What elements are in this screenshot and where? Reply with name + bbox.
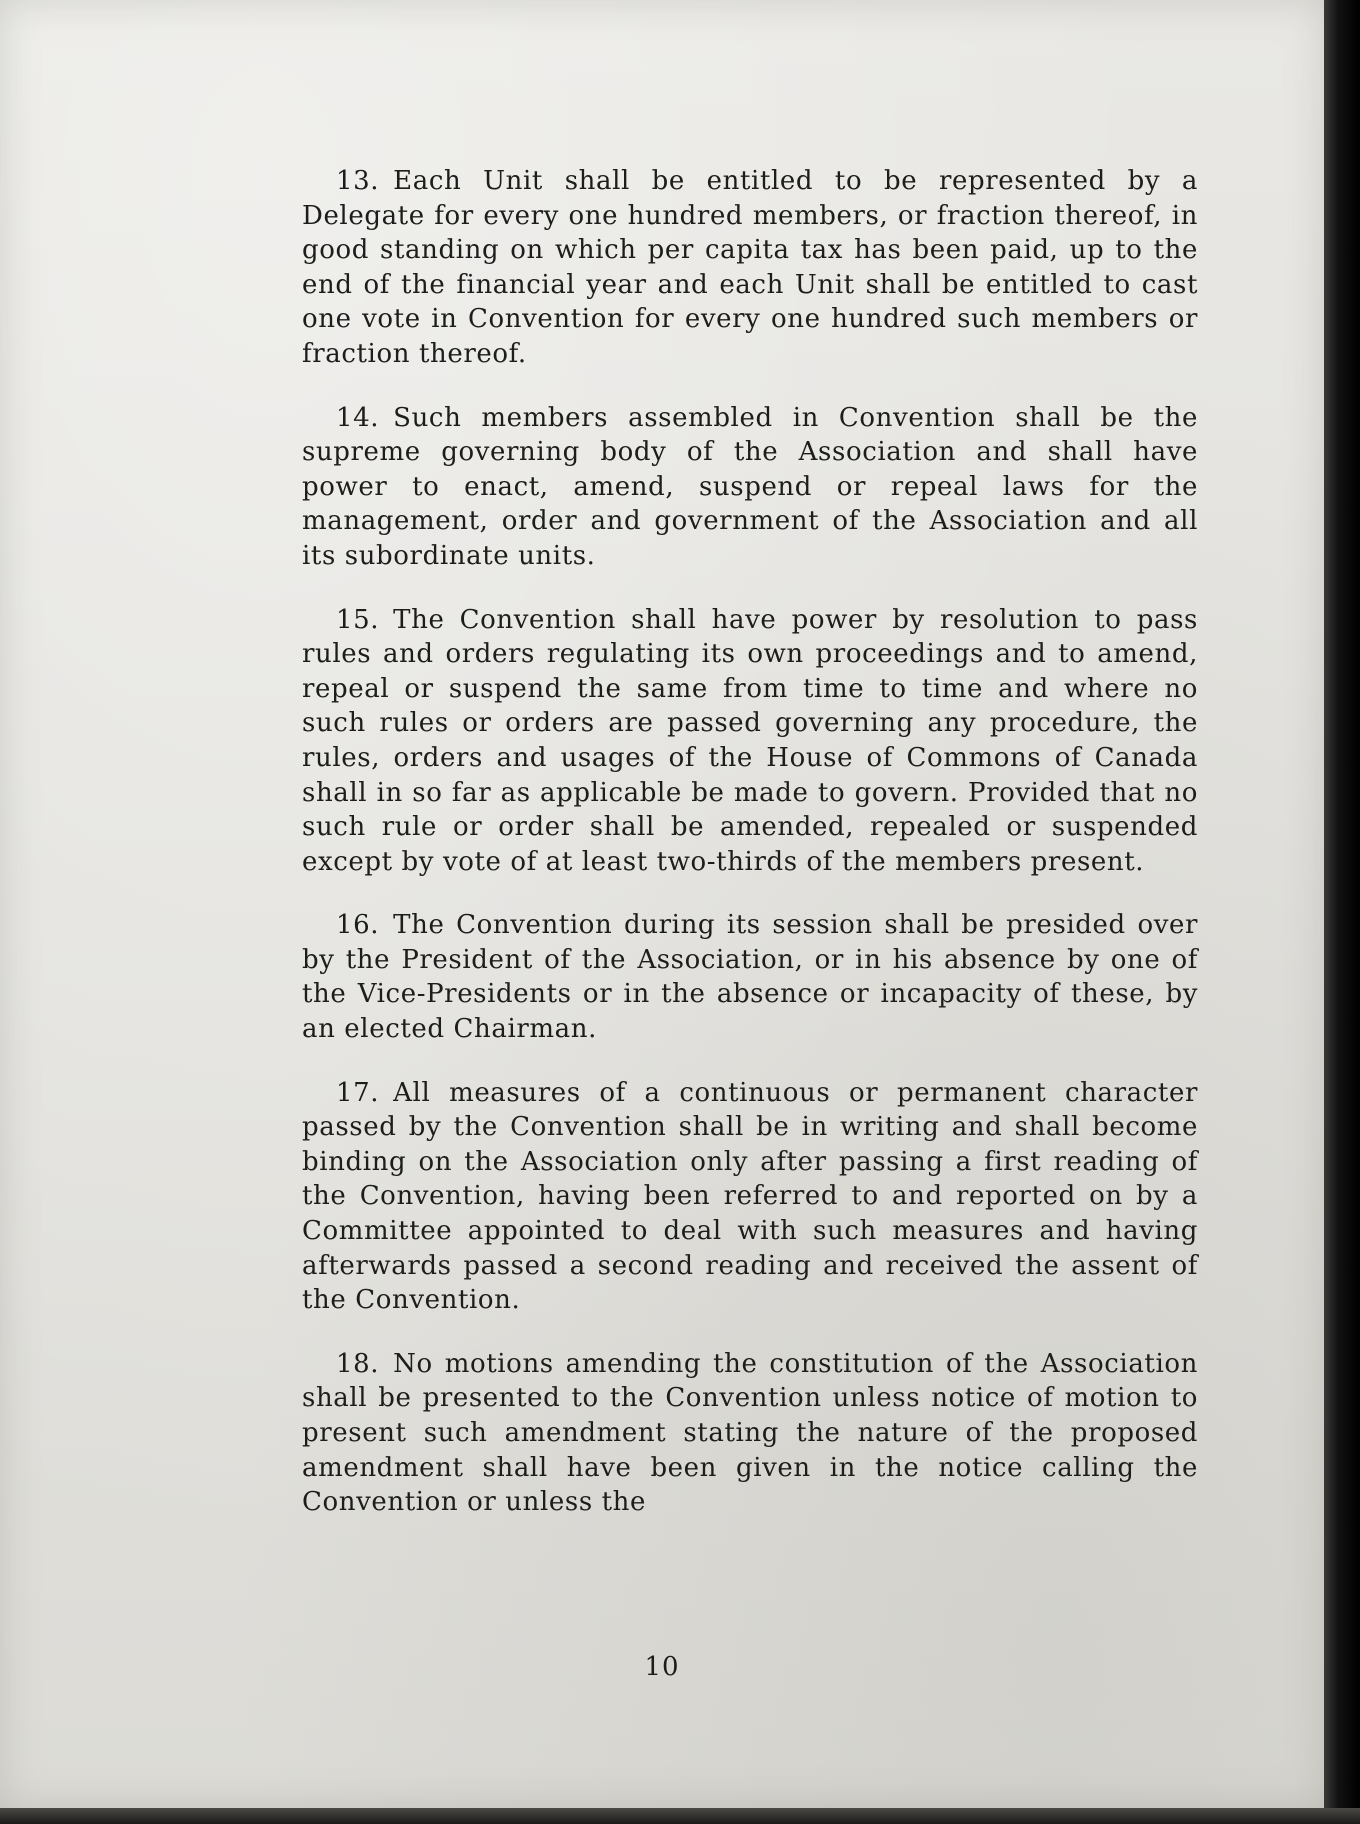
paragraph-text: The Convention during its session shall be presided over by the President of the Association, or in his absence by one of the Vice-Presidents or in the absence or incapacity of these, by an elected Chairman. [302, 910, 1198, 1045]
paragraph-number: 16. [336, 910, 380, 941]
paragraph-text: Such members assembled in Convention shall be the supreme governing body of the Association and shall have power to enact, amend, suspend or repeal laws for the management, order and government of the Association and all its subordinate units. [302, 402, 1198, 571]
body-text [302, 164, 1198, 1520]
paragraph-number: 15. [336, 604, 380, 635]
paragraph-text: Each Unit shall be entitled to be represented by a Delegate for every one hundred members, or fraction thereof, in good standing on which per capita tax has been paid, up to the end of the financial year and each Unit shall be entitled to cast one vote in Convention for every one hundred such members or fraction thereof. [302, 166, 1198, 369]
paragraph-text: All measures of a continuous or permanent character passed by the Convention shall be in writing and shall become binding on the Association only after passing a first reading of the Convention, having been referred to and reported on by a Committee appointed to deal with such measures and having afterwards passed a second reading and received the assent of the Convention. [302, 1077, 1198, 1316]
page-number: 10 [644, 1652, 680, 1682]
paragraph-text: The Convention shall have power by resolution to pass rules and orders regulating its own proceedings and to amend, repeal or suspend the same from time to time and where no such rules or orders are passed governing any procedure, the rules, orders and usages of the House of Commons of Canada shall in so far as applicable be made to govern. Provided that no such rule or order shall be amended, repealed or suspended except by vote of at least two-thirds of the members present. [302, 604, 1198, 877]
paragraph-number: 13. [336, 166, 380, 196]
paragraph-number: 14. [336, 402, 380, 433]
scan-edge-bottom [0, 1808, 1360, 1824]
paragraph-14 [302, 401, 1198, 574]
paragraph-16 [302, 908, 1198, 1046]
paragraph-text: No motions amending the constitution of the Association shall be presented to the Convention unless notice of motion to present such amendment stating the nature of the proposed amendment shall have been given in the notice calling the Convention or unless the [302, 1348, 1198, 1518]
paragraph-18 [302, 1347, 1198, 1520]
scan-edge-right [1324, 0, 1360, 1824]
paragraph-17 [302, 1076, 1198, 1318]
paragraph-15 [302, 603, 1198, 880]
paragraph-number: 18. [336, 1348, 380, 1379]
paragraph-13 [302, 164, 1198, 372]
paragraph-number: 17. [336, 1077, 380, 1108]
